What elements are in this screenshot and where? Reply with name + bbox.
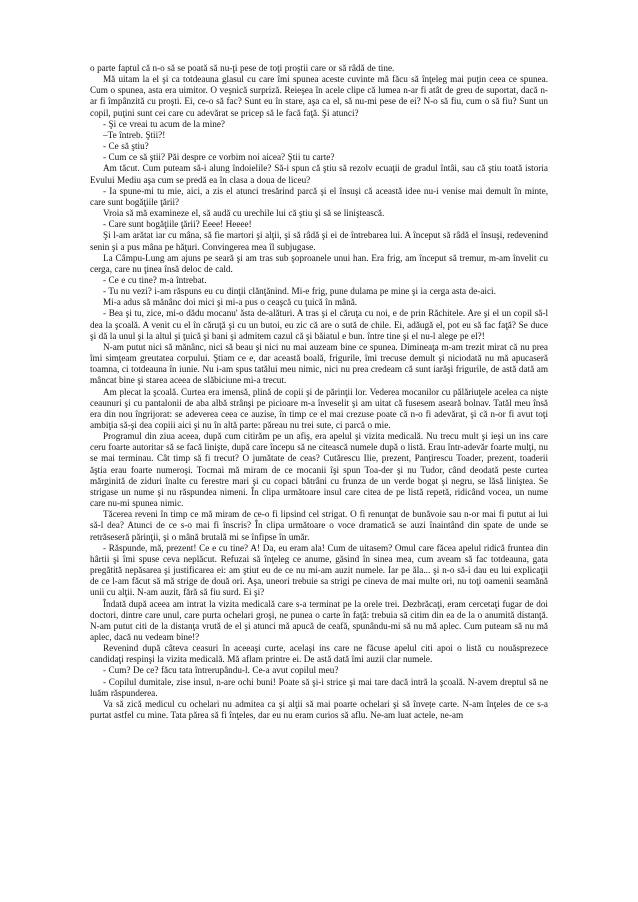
paragraph: Mă uitam la el şi ca totdeauna glasul cu care îmi spunea aceste cuvinte mă făcu să înţeleg mai puţin ceea ce spunea. Cum o spunea, asta era uimitor. O veşnică surpriză. Reieşea în acele clipe că lumea n-ar fi atât de greu de suportat, dacă n-ar fi împânzită cu proşti. Ei, ce-o să fac? Sunt eu în stare, aşa ca el, să nu-mi pese de ei? N-o să fiu, cum o să fiu? Sunt un copil, puţini sunt cei care cu adevărat se pricep să le facă faţă. Şi atunci? bbox=[90, 74, 548, 118]
dialogue-line: - Răspunde, mă, prezent! Ce e cu tine? A! Da, eu eram ala! Cum de uitasem? Omul care făcea apelul ridică fruntea din hârtii şi îmi spuse ceva neplăcut. Refuzai să înţeleg ce anume, găsind în sinea mea, cum aveam să fac totdeauna, gata pregătită nepăsarea şi justificarea ei: am ştiut eu de ce nu mi-am auzit numele. Iar pe ăla... şi n-o să-i dau eu lui explicaţii de ce l-am făcut să mă strige de două ori. Aşa, uneori trebuie sa strigi pe cineva de mai multe ori, nu toţi oamenii seamănă unii cu alţii. N-am auzit, fără să fiu surd. Ei şi? bbox=[90, 542, 548, 598]
paragraph: Îndată după aceea am intrat la vizita medicală care s-a terminat pe la orele trei. Dezbrăcaţi, eram cercetaţi fugar de doi doctori, dintre care unul, care purta ochelari groşi, ne punea o carte în faţă: trebuia să citim din ea de la o anumită distanţă. N-am putut citi de la distanţa vrută de el şi atunci mă apucă de ceafă, spunându-mi să nu mă aplec. Cum puteam să nu mă aplec, dacă nu vedeam bine!? bbox=[90, 598, 548, 642]
paragraph: Am plecat la şcoală. Curtea era imensă, plină de copii şi de părinţii lor. Vederea mocanilor cu pălăriuţele acelea ca nişte ceaunuri şi cu pantalonii de aba albă strânşi pe picioare m-a înveselit şi am uitat că fusesem aseară bolnav. Tatăl meu însă era din nou îngrijorat: se adeverea ceea ce auzise, în timp ce el mai crezuse poate că n-o fi adevărat, şi că n-or fi avut toţi ambiţia să-şi dea copiii aici şi nu în altă parte: păreau nu trei sute, ci parcă o mie. bbox=[90, 386, 548, 430]
dialogue-line: - Cum? De ce? făcu tata întrerupându-l. Ce-a avut copilul meu? bbox=[103, 665, 339, 676]
paragraph: Revenind după câteva ceasuri în aceeaşi curte, acelaşi ins care ne făcuse apelul citi apoi o listă cu nouăsprezece candidaţi respinşi la vizita medicală. Mă aflam printre ei. De astă dată îmi auzii clar numele. bbox=[90, 643, 548, 665]
dialogue-line: - Bea şi tu, zice, mi-o dădu mocanu' ăsta de-alături. A tras şi el căruţa cu noi, e de prin Răchitele. Are şi el un copil să-l dea la şcoală. A venit cu el în căruţă şi cu un butoi, eu zic că are o sută de chile. Ei, adăugă el, pot eu să fac faţă? Se duce şi dă la unul şi la altul şi ţuică şi bani şi admitem cazul că şi băiatul e bun. între tine şi el nu-l alege pe el?! bbox=[90, 308, 548, 341]
dialogue-line: - Care sunt bogăţiile ţării? Eeee! Heeee! bbox=[103, 219, 252, 230]
paragraph: N-am putut nici să mănânc, nici să beau şi nici nu mai auzeam bine ce spunea. Dimineaţa m-am trezit mirat că nu prea îmi simţeam greutatea corpului. Ştiam ce e, dar această boală, frigurile, îmi trecuse demult şi niciodată nu mă apucaseră toamna, ci totdeauna în iunie. Nu i-am spus tatălui meu nimic, nici nu prea credeam că sunt iarăşi frigurile, de astă dată am mâncat bine şi starea aceea de slăbiciune mi-a trecut. bbox=[90, 341, 548, 386]
dialogue-line: - Ia spune-mi tu mie, aici, a zis el atunci tresărind parcă şi el însuşi că această idee nu-i venise mai demult în minte, care sunt bogăţiile ţării? bbox=[90, 185, 548, 207]
paragraph: o parte faptul că n-o să se poată să nu-ţi pese de toţi proştii care or să râdă de tine. bbox=[90, 63, 395, 73]
dialogue-line: - Tu nu vezi? i-am răspuns eu cu dinţii clănţănind. Mi-e frig, pune dulama pe mine şi ia cerga asta de-aici. bbox=[103, 286, 496, 297]
dialogue-line: - Cum ce să ştii? Păi despre ce vorbim noi aicea? Ştii tu carte? bbox=[103, 152, 335, 163]
paragraph: Tăcerea reveni în timp ce mă miram de ce-o fi lipsind cel strigat. O fi renunţat de bunăvoie sau n-or mai fi putut ai lui să-l dea? Atunci de ce s-o mai fi înscris? În clipa următoare o voce dramatică se auzi înaintând din spate de unde se retrăseseră părinţii, şi o mână brutală mi se înfipse în umăr. bbox=[90, 509, 548, 542]
paragraph: Va să zică medicul cu ochelari nu admitea ca şi alţii să mai poarte ochelari şi să învețe carte. N-am înţeles de ce s-a purtat astfel cu mine. Tata părea să fi înţeles, dar eu nu eram curios să aflu. Ne-am luat actele, ne-am bbox=[90, 698, 548, 721]
dialogue-line: - Şi ce vreai tu acum de la mine? bbox=[103, 118, 226, 129]
paragraph: Şi l-am arătat iar cu mâna, să fie martori şi alţii, şi să râdă şi ei de întrebarea lui. A început să râdă el însuşi, redevenind senin şi a pus mâna pe hăţuri. Convingerea mea îl subjugase. bbox=[90, 230, 548, 252]
dialogue-line: –Te întreb. Ştii?! bbox=[103, 129, 166, 140]
paragraph: Mi-a adus să mănânc doi mici şi mi-a pus o ceaşcă cu ţuică în mână. bbox=[103, 297, 358, 308]
paragraph: Am tăcut. Cum puteam să-i alung îndoielile? Să-i spun că ştiu să rezolv ecuaţii de gradul întâi, sau că ştiu toată istoria Evului Mediu aşa cum se predă ea în clasa a doua de liceu? bbox=[90, 163, 548, 185]
paragraph: Vroia să mă examineze el, să audă cu urechile lui că ştiu şi să se liniştească. bbox=[103, 208, 385, 219]
paragraph: La Câmpu-Lung am ajuns pe seară şi am tras sub şoproanele unui han. Era frig, am început să tremur, m-am învelit cu cerga, care nu ţinea însă deloc de cald. bbox=[90, 252, 548, 274]
dialogue-line: - Copilul dumitale, zise insul, n-are ochi buni! Poate să şi-i strice şi mai tare dacă intră la şcoală. N-avem dreptul să ne luăm răspunderea. bbox=[90, 676, 548, 698]
dialogue-line: - Ce e cu tine? m-a întrebat. bbox=[103, 274, 207, 285]
dialogue-line: - Ce să ştiu? bbox=[103, 141, 149, 152]
paragraph: Programul din ziua aceea, după cum citirăm pe un afiş, era apelul şi vizita medicală. Nu trecu mult şi ieşi un ins care ceru foarte autoritar să se facă linişte, după care începu să ne citească numele după o listă. Erau într-adevăr foarte mulţi, nu se mai terminau. Cât timp să fi trecut? O jumătate de ceas? Cutărescu Ilie, prezent, Panţirescu Toader, prezent, toaderii ăştia erau foarte numeroşi. Tocmai mă miram de ce mocanii îşi spun Toa-der şi nu Tudor, când deodată peste curtea mărginită de ziduri înalte cu ferestre mari şi cu copaci bătrâni cu frunza de un verde bogat şi negru, se lăsă liniştea. Se strigase un nume şi nu răspundea nimeni. În clipa următoare insul care citea de pe listă repetă, ridicând vocea, un nume care nu-mi spunea nimic. bbox=[90, 431, 548, 509]
